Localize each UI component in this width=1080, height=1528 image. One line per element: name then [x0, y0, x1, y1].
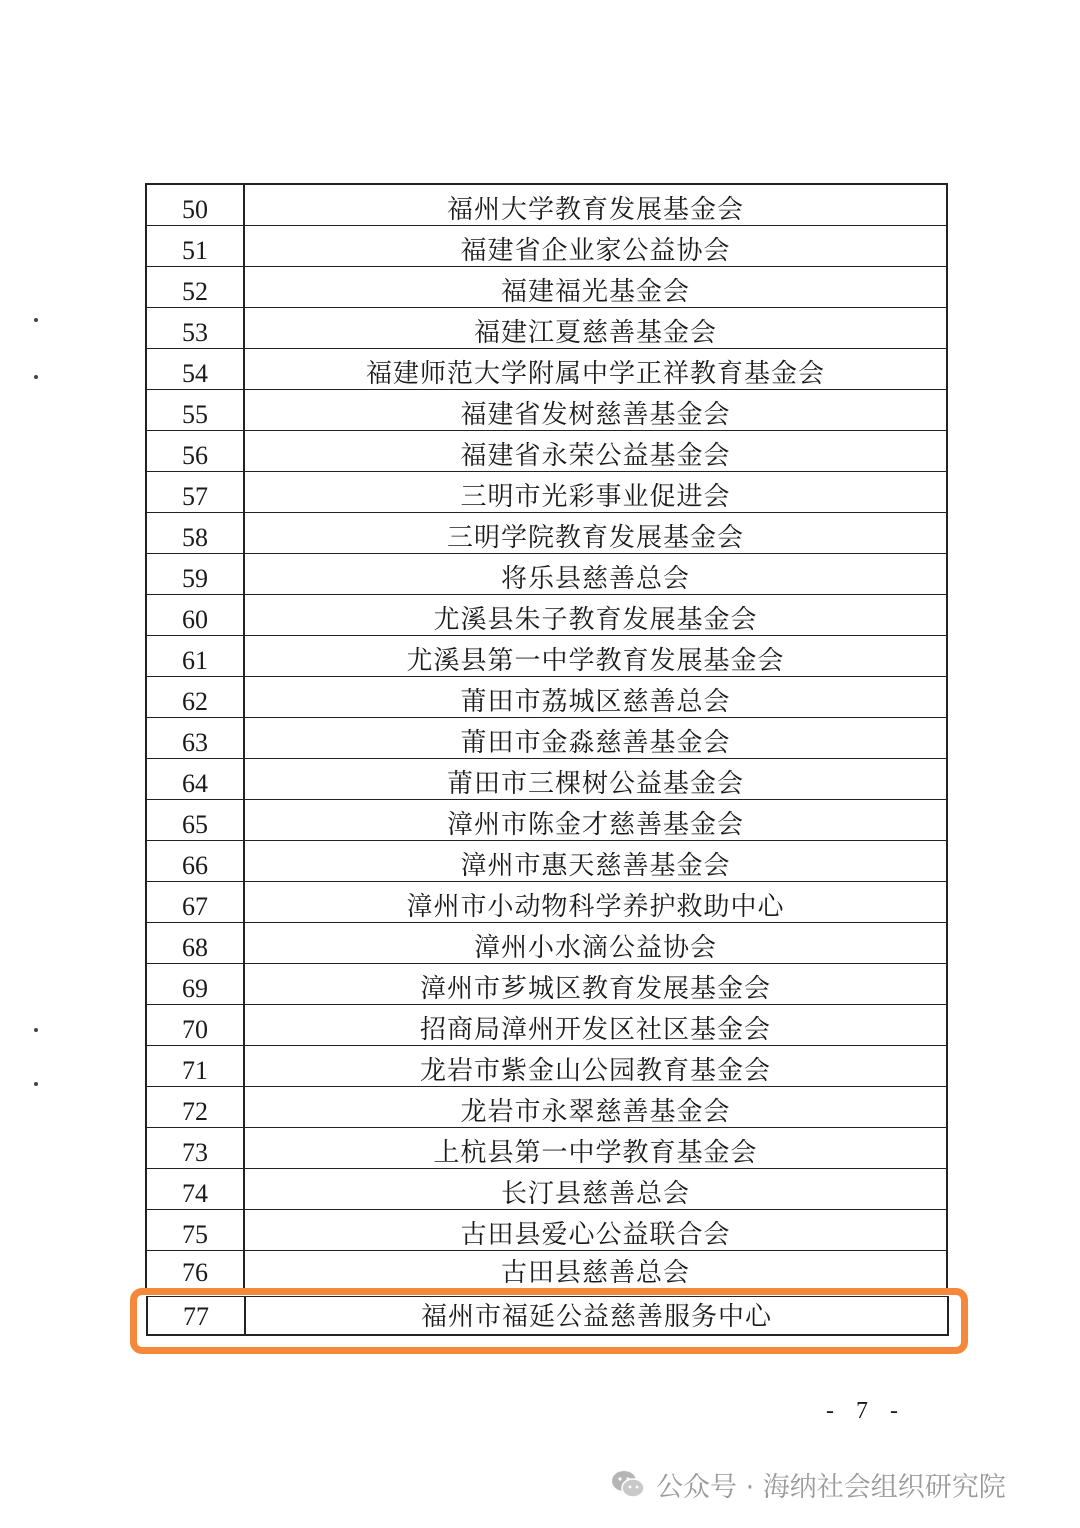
table-row	[146, 677, 947, 718]
row-number: 51	[146, 226, 244, 267]
table-row	[146, 184, 947, 226]
organization-name: 福建省企业家公益协会	[244, 226, 947, 267]
page-number: - 7 -	[826, 1398, 906, 1424]
table-row	[146, 1169, 947, 1210]
table-row	[146, 1128, 947, 1169]
row-number: 75	[146, 1210, 244, 1251]
table-row	[146, 554, 947, 595]
organization-name: 将乐县慈善总会	[244, 554, 947, 595]
row-number: 52	[146, 267, 244, 308]
organization-name: 莆田市金淼慈善基金会	[244, 718, 947, 759]
organization-name: 漳州小水滴公益协会	[244, 923, 947, 964]
organization-name: 莆田市三棵树公益基金会	[244, 759, 947, 800]
organization-name: 福建师范大学附属中学正祥教育基金会	[244, 349, 947, 390]
row-number: 56	[146, 431, 244, 472]
row-number: 54	[146, 349, 244, 390]
table-row	[146, 800, 947, 841]
table-row	[146, 841, 947, 882]
row-number: 50	[146, 184, 244, 226]
table-row	[146, 759, 947, 800]
row-number: 73	[146, 1128, 244, 1169]
table-row	[146, 636, 947, 677]
organization-name: 古田县慈善总会	[244, 1251, 947, 1296]
organization-name: 漳州市陈金才慈善基金会	[244, 800, 947, 841]
row-number: 65	[146, 800, 244, 841]
table-row	[146, 349, 947, 390]
scan-speck	[34, 375, 38, 379]
table-row	[146, 472, 947, 513]
row-number: 74	[146, 1169, 244, 1210]
organization-name: 三明市光彩事业促进会	[244, 472, 947, 513]
organization-name: 尤溪县第一中学教育发展基金会	[244, 636, 947, 677]
table-row	[146, 267, 947, 308]
table-row	[146, 1087, 947, 1128]
organization-name: 福建福光基金会	[244, 267, 947, 308]
row-number: 53	[146, 308, 244, 349]
organization-name: 福建江夏慈善基金会	[244, 308, 947, 349]
table-row	[146, 390, 947, 431]
row-number: 59	[146, 554, 244, 595]
organization-name: 龙岩市永翠慈善基金会	[244, 1087, 947, 1128]
table-row	[146, 882, 947, 923]
scan-speck	[34, 1028, 38, 1032]
table-row	[146, 226, 947, 267]
watermark	[610, 1462, 1006, 1506]
organization-name: 福州大学教育发展基金会	[244, 184, 947, 226]
row-number: 63	[146, 718, 244, 759]
watermark-text: 公众号 · 海纳社会组织研究院	[656, 1471, 1006, 1503]
row-number: 64	[146, 759, 244, 800]
row-number: 55	[146, 390, 244, 431]
organization-name: 漳州市惠天慈善基金会	[244, 841, 947, 882]
table-row	[146, 1210, 947, 1251]
scan-speck	[34, 318, 38, 322]
organization-name: 长汀县慈善总会	[244, 1169, 947, 1210]
row-number: 69	[146, 964, 244, 1005]
table-row	[146, 1046, 947, 1087]
organization-name: 招商局漳州开发区社区基金会	[244, 1005, 947, 1046]
row-number: 58	[146, 513, 244, 554]
table-row	[146, 513, 947, 554]
table-row	[146, 431, 947, 472]
row-number: 77	[148, 1297, 246, 1334]
highlighted-row	[146, 1296, 949, 1336]
organization-name: 福建省永荣公益基金会	[244, 431, 947, 472]
organization-name: 莆田市荔城区慈善总会	[244, 677, 947, 718]
row-number: 66	[146, 841, 244, 882]
organization-name: 龙岩市紫金山公园教育基金会	[244, 1046, 947, 1087]
table-row	[146, 964, 947, 1005]
row-number: 67	[146, 882, 244, 923]
table-row	[146, 595, 947, 636]
row-number: 68	[146, 923, 244, 964]
table-row	[146, 1005, 947, 1046]
organization-name: 福建省发树慈善基金会	[244, 390, 947, 431]
organization-name: 上杭县第一中学教育基金会	[244, 1128, 947, 1169]
organization-name: 古田县爱心公益联合会	[244, 1210, 947, 1251]
row-number: 60	[146, 595, 244, 636]
row-number: 70	[146, 1005, 244, 1046]
row-number: 72	[146, 1087, 244, 1128]
row-number: 61	[146, 636, 244, 677]
organization-name: 尤溪县朱子教育发展基金会	[244, 595, 947, 636]
organization-name: 福州市福延公益慈善服务中心	[420, 1302, 772, 1332]
scan-speck	[34, 1082, 38, 1086]
row-number: 76	[146, 1251, 244, 1296]
organization-name: 漳州市小动物科学养护救助中心	[244, 882, 947, 923]
organization-name: 漳州市芗城区教育发展基金会	[244, 964, 947, 1005]
row-number: 71	[146, 1046, 244, 1087]
organization-list-table	[145, 183, 948, 1296]
organization-name: 三明学院教育发展基金会	[244, 513, 947, 554]
wechat-icon	[610, 1468, 646, 1500]
table-row	[146, 308, 947, 349]
table-row	[146, 923, 947, 964]
row-number: 62	[146, 677, 244, 718]
row-number: 57	[146, 472, 244, 513]
table-row	[146, 718, 947, 759]
